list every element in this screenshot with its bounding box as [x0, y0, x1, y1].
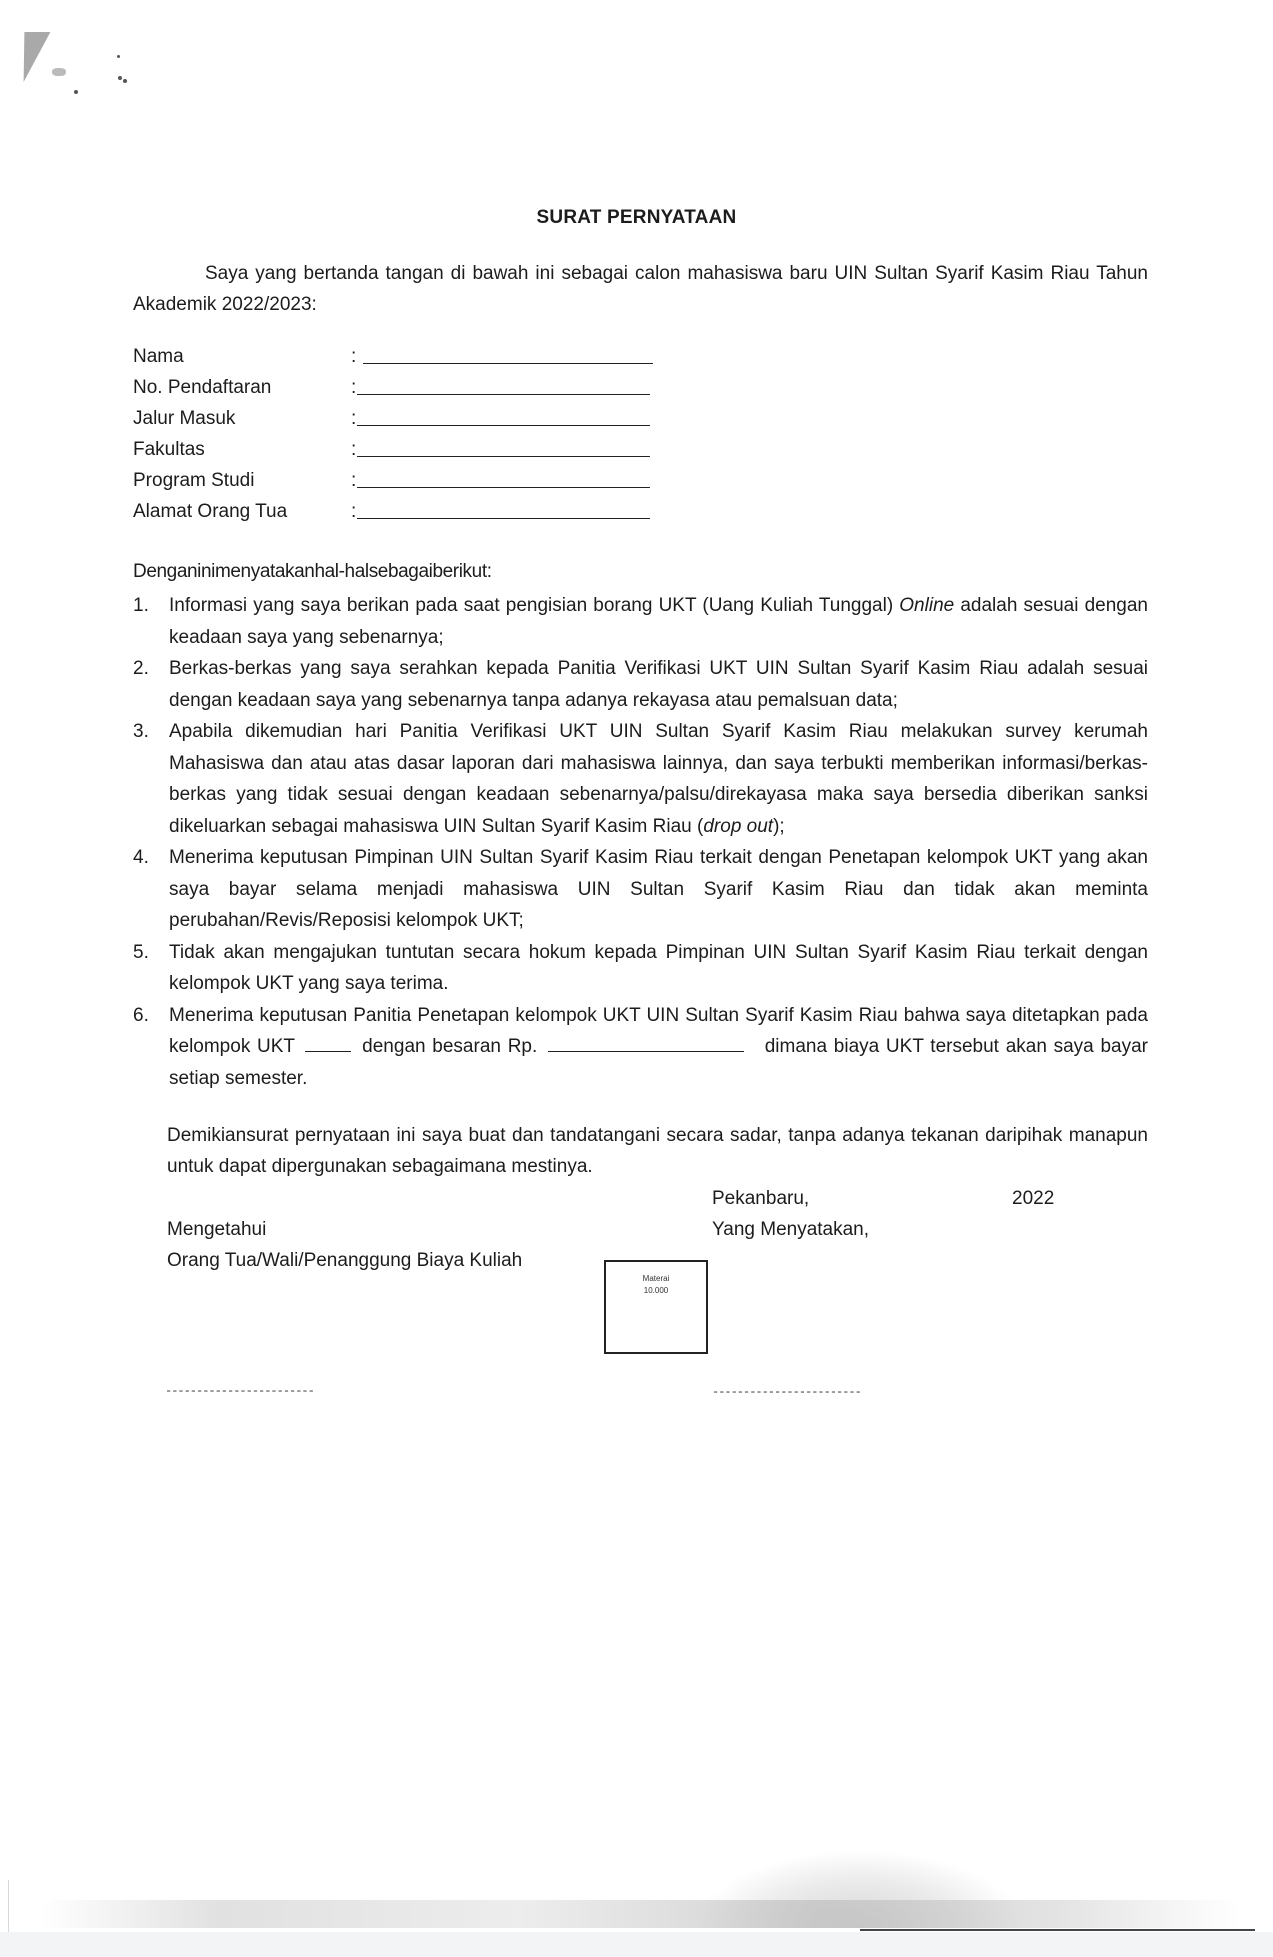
item-text: Menerima keputusan Pimpinan UIN Sultan Syarif Kasim Riau terkait dengan Penetapan kelompok UKT yang akan saya bayar selama menjadi mahasiswa UIN Sultan Syarif Kasim Riau dan tidak akan meminta perubahan/Revis/Reposisi kelompok UKT; — [169, 847, 1148, 931]
item-number: 5. — [133, 941, 149, 963]
item-text: dimana biaya UKT tersebut akan saya bayar setiap semester. — [169, 1036, 1149, 1089]
statement-item-1 — [133, 590, 1148, 653]
statement-item-6 — [133, 1000, 1148, 1095]
nama-blank[interactable] — [363, 363, 653, 364]
scan-speck — [74, 90, 78, 94]
field-colon: : — [351, 470, 357, 491]
scan-artifact-corner — [16, 32, 51, 82]
field-colon: : — [351, 377, 357, 398]
intro-text: Saya yang bertanda tangan di bawah ini sebagai calon mahasiswa baru UIN Sultan Syarif Kasim Riau Tahun Akademik 2022/2023: — [133, 263, 1148, 315]
statement-lead: Denganinimenyatakanhal-halsebagaiberikut: — [133, 561, 492, 582]
item-text: adalah sesuai dengan keadaan saya yang sebenarnya; — [169, 595, 1148, 648]
field-label: Alamat Orang Tua — [133, 501, 288, 522]
stamp-value: 10.000 — [643, 1286, 669, 1295]
ukt-amount-blank[interactable] — [548, 1035, 744, 1052]
materai-stamp-box — [604, 1260, 708, 1354]
statement-item-3 — [133, 716, 1148, 842]
program-studi-blank[interactable] — [357, 487, 650, 488]
left-signature-line: ------------------------ — [165, 1384, 314, 1398]
statement-item-5 — [133, 937, 1148, 1000]
item-number: 3. — [133, 721, 149, 742]
item-number: 2. — [133, 658, 149, 679]
closing-paragraph: Demikiansurat pernyataan ini saya buat dan tandatangani secara sadar, tanpa adanya tekanan daripihak manapun untuk dapat dipergunakan sebagaimana mestinya. — [167, 1125, 1148, 1177]
signature-year: 2022 — [1012, 1188, 1055, 1209]
field-colon: : — [351, 346, 357, 367]
ukt-group-blank[interactable] — [305, 1035, 351, 1052]
statement-item-2 — [133, 653, 1148, 716]
field-label: No. Pendaftaran — [133, 377, 272, 398]
field-colon: : — [351, 408, 357, 429]
item-text: dengan besaran Rp. — [362, 1036, 538, 1057]
item-text: Tidak akan mengajukan tuntutan secara hokum kepada Pimpinan UIN Sultan Syarif Kasim Riau terkait dengan kelompok UKT yang saya terima. — [169, 941, 1148, 994]
field-colon: : — [351, 501, 357, 522]
item-text: Menerima keputusan Panitia Penetapan kelompok UKT UIN Sultan Syarif Kasim Riau bahwa saya ditetapkan pada kelompok UKT — [169, 1004, 1148, 1057]
fakultas-blank[interactable] — [357, 456, 650, 457]
field-label: Program Studi — [133, 470, 255, 491]
item-italic: Online — [899, 595, 955, 616]
right-signature-line: ------------------------ — [712, 1385, 861, 1399]
left-signer-role: Orang Tua/Wali/Penanggung Biaya Kuliah — [167, 1250, 523, 1271]
intro-paragraph — [133, 258, 1148, 320]
field-colon: : — [351, 439, 357, 460]
stamp-label: Materai — [642, 1274, 670, 1283]
item-text: Berkas-berkas yang saya serahkan kepada Panitia Verifikasi UKT UIN Sultan Syarif Kasim Riau adalah sesuai dengan keadaan saya yang sebenarnya tanpa adanya rekayasa atau pemalsuan data; — [169, 658, 1148, 711]
scan-speck — [117, 55, 120, 58]
signature-place: Pekanbaru, — [712, 1188, 810, 1209]
scan-noise — [40, 1900, 1240, 1928]
field-label: Nama — [133, 346, 184, 367]
right-signer-heading: Yang Menyatakan, — [712, 1219, 870, 1240]
document-title: SURAT PERNYATAAN — [536, 207, 737, 228]
item-number: 1. — [133, 595, 149, 616]
item-text: Informasi yang saya berikan pada saat pengisian borang UKT (Uang Kuliah Tunggal) — [169, 595, 900, 616]
item-text: Apabila dikemudian hari Panitia Verifikasi UKT UIN Sultan Syarif Kasim Riau melakukan survey kerumah Mahasiswa dan atau atas dasar laporan dari mahasiswa lainnya, dan saya terbukti memberikan informasi/berkas-berkas yang tidak sesuai dengan keadaan sebenarnya/palsu/direkayasa maka saya bersedia diberikan sanksi dikeluarkan sebagai mahasiswa UIN Sultan Syarif Kasim Riau ( — [169, 721, 1148, 837]
scan-speck — [118, 76, 122, 80]
item-text: ); — [773, 815, 785, 837]
scan-edge — [8, 1880, 9, 1940]
left-signer-heading: Mengetahui — [167, 1219, 267, 1240]
alamat-orang-tua-blank[interactable] — [357, 518, 650, 519]
item-italic: drop out — [703, 815, 774, 837]
field-label: Fakultas — [133, 439, 205, 460]
scan-smudge — [52, 68, 66, 76]
statement-list — [133, 590, 1148, 1094]
scan-bottom-band — [0, 1932, 1273, 1957]
item-number: 6. — [133, 1004, 149, 1026]
item-number: 4. — [133, 847, 149, 868]
no-pendaftaran-blank[interactable] — [357, 394, 650, 395]
scan-speck — [123, 79, 127, 83]
statement-item-4 — [133, 842, 1148, 937]
jalur-masuk-blank[interactable] — [357, 425, 650, 426]
scan-edge-line — [860, 1929, 1255, 1931]
field-label: Jalur Masuk — [133, 408, 236, 429]
